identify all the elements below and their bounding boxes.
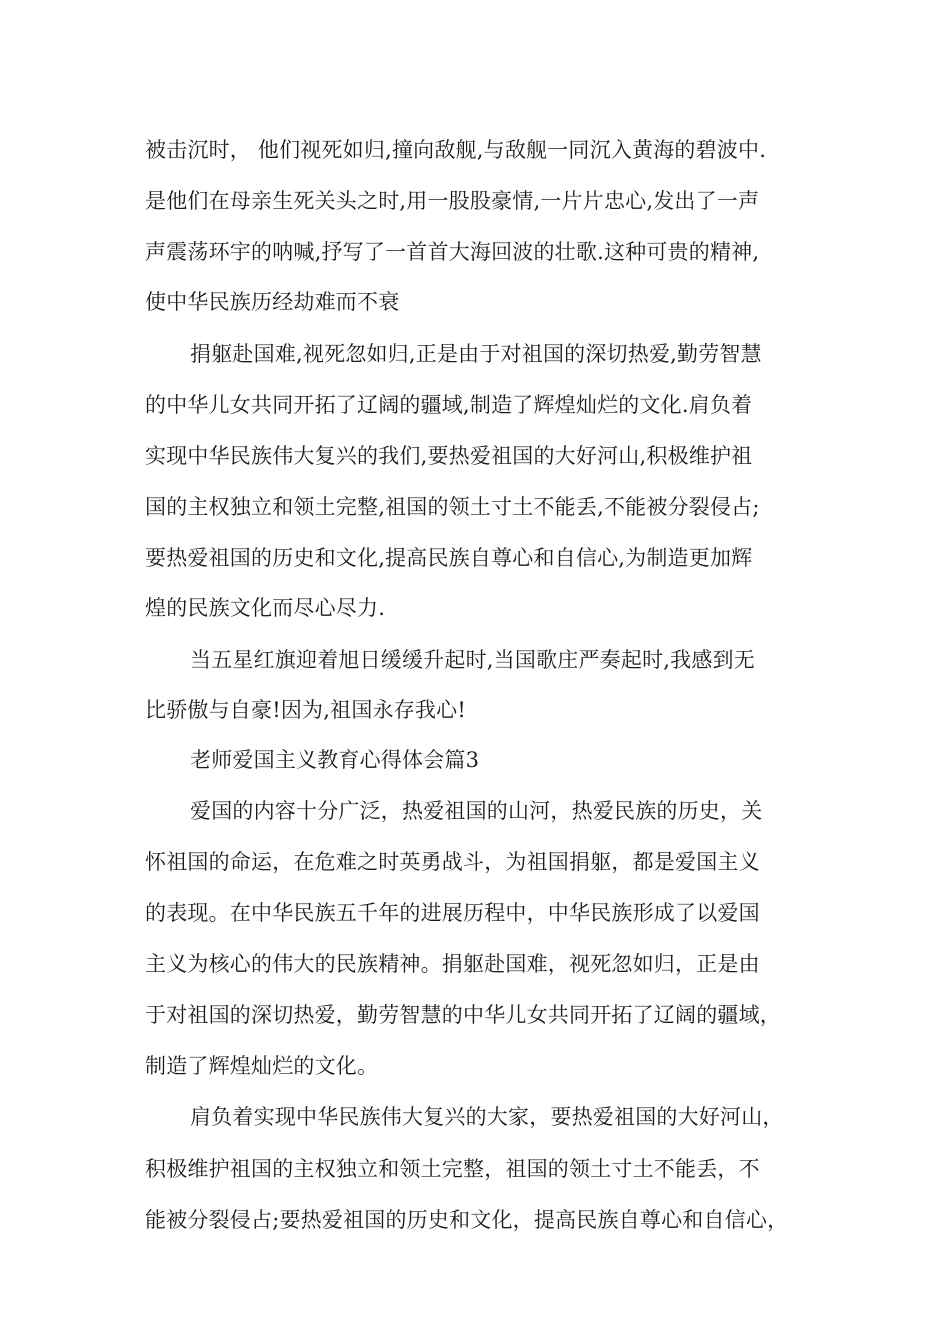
- body-text-line: 实现中华民族伟大复兴的我们,要热爱祖国的大好河山,积极维护祖: [145, 444, 753, 468]
- body-text-line: 积极维护祖国的主权独立和领土完整，祖国的领土寸土不能丢，不: [145, 1157, 760, 1181]
- paragraph-first-line: 当五星红旗迎着旭日缓缓升起时,当国歌庄严奏起时,我感到无: [190, 648, 755, 672]
- body-text-line: 使中华民族历经劫难而不衰: [145, 290, 400, 314]
- body-text-line: 能被分裂侵占;要热爱祖国的历史和文化，提高民族自尊心和自信心，: [145, 1208, 789, 1232]
- body-text-line: 主义为核心的伟大的民族精神。捐躯赴国难，视死忽如归，正是由: [145, 952, 760, 976]
- body-text-line: 被击沉时， 他们视死如归,撞向敌舰,与敌舰一同沉入黄海的碧波中.: [145, 138, 767, 162]
- body-text-line: 是他们在母亲生死关头之时,用一股股豪情,一片片忠心,发出了一声: [145, 189, 760, 213]
- body-text-line: 制造了辉煌灿烂的文化。: [145, 1054, 379, 1078]
- body-text-line: 国的主权独立和领土完整,祖国的领土寸土不能丢,不能被分裂侵占;: [145, 495, 760, 519]
- body-text-line: 要热爱祖国的历史和文化,提高民族自尊心和自信心,为制造更加辉: [145, 546, 753, 570]
- paragraph-first-line: 捐躯赴国难,视死忽如归,正是由于对祖国的深切热爱,勤劳智慧: [190, 342, 762, 366]
- body-text-line: 怀祖国的命运，在危难之时英勇战斗，为祖国捐躯，都是爱国主义: [145, 850, 760, 874]
- paragraph-first-line: 肩负着实现中华民族伟大复兴的大家，要热爱祖国的大好河山，: [190, 1105, 784, 1129]
- body-text-line: 比骄傲与自豪!因为,祖国永存我心!: [145, 698, 466, 722]
- body-text-line: 煌的民族文化而尽心尽力.: [145, 596, 386, 620]
- body-text-line: 的中华儿女共同开拓了辽阔的疆域,制造了辉煌灿烂的文化.肩负着: [145, 393, 753, 417]
- paragraph-first-line: 爱国的内容十分广泛，热爱祖国的山河，热爱民族的历史，关: [190, 799, 763, 823]
- body-text-line: 于对祖国的深切热爱，勤劳智慧的中华儿女共同开拓了辽阔的疆域，: [145, 1003, 781, 1027]
- body-text-line: 声震荡环宇的呐喊,抒写了一首首大海回波的壮歌.这种可贵的精神,: [145, 240, 760, 264]
- body-text-line: 的表现。在中华民族五千年的进展历程中，中华民族形成了以爱国: [145, 901, 760, 925]
- section-heading: 老师爱国主义教育心得体会篇3: [190, 748, 480, 772]
